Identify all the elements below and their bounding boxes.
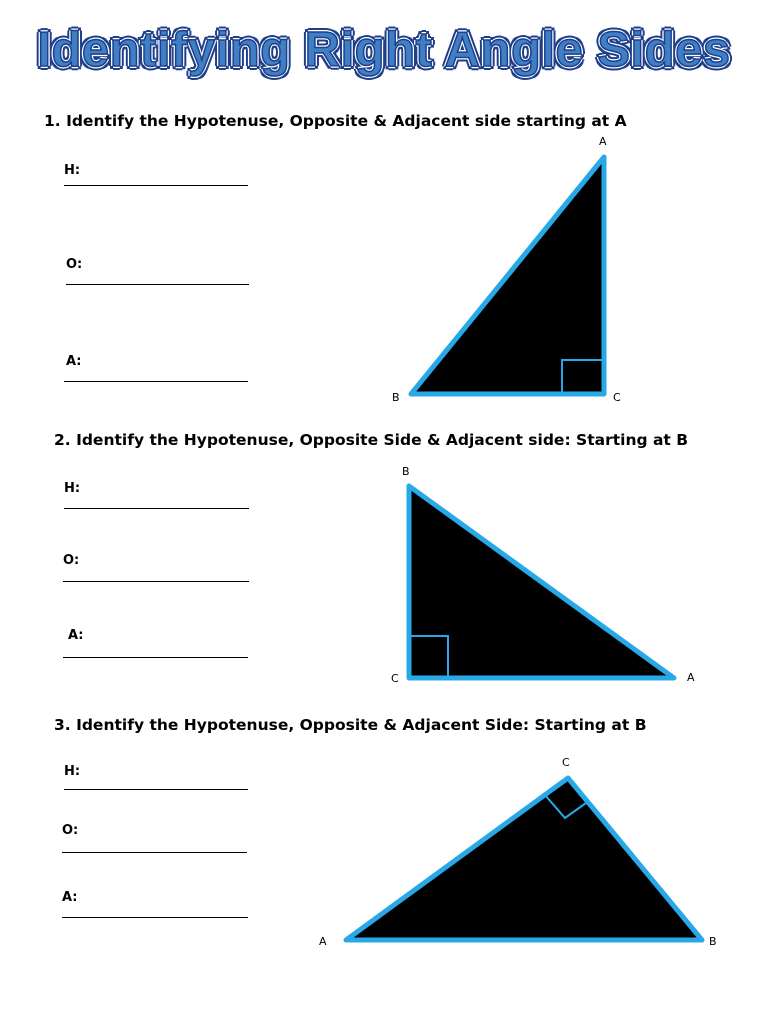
q3-adjacent-label: A:	[62, 890, 78, 905]
question-1-prompt: 1. Identify the Hypotenuse, Opposite & Adjacent side starting at A	[44, 112, 627, 130]
q2-vertex-b: B	[402, 465, 410, 478]
q1-vertex-c: C	[613, 391, 621, 404]
q3-vertex-b: B	[709, 935, 717, 948]
q1-adjacent-label: A:	[66, 354, 82, 369]
q2-adjacent-label: A:	[68, 628, 84, 643]
q2-hypotenuse-label: H:	[64, 481, 81, 496]
question-3-prompt: 3. Identify the Hypotenuse, Opposite & Adjacent Side: Starting at B	[54, 716, 647, 734]
q2-opposite-label: O:	[63, 553, 80, 568]
q1-opposite-label: O:	[66, 257, 83, 272]
q1-hypotenuse-label: H:	[64, 163, 81, 178]
q1-vertex-b: B	[392, 391, 400, 404]
question-2-prompt: 2. Identify the Hypotenuse, Opposite Side & Adjacent side: Starting at B	[54, 431, 689, 449]
q3-opposite-label: O:	[62, 823, 79, 838]
q3-hypotenuse-label: H:	[64, 764, 81, 779]
q2-vertex-a: A	[687, 671, 695, 684]
triangle-3-shape	[346, 778, 702, 940]
q1-vertex-a: A	[599, 135, 607, 148]
q3-vertex-c: C	[562, 756, 570, 769]
q2-vertex-c: C	[391, 672, 399, 685]
worksheet-title: Identifying Right Angle Sides	[37, 23, 731, 77]
q3-vertex-a: A	[319, 935, 327, 948]
